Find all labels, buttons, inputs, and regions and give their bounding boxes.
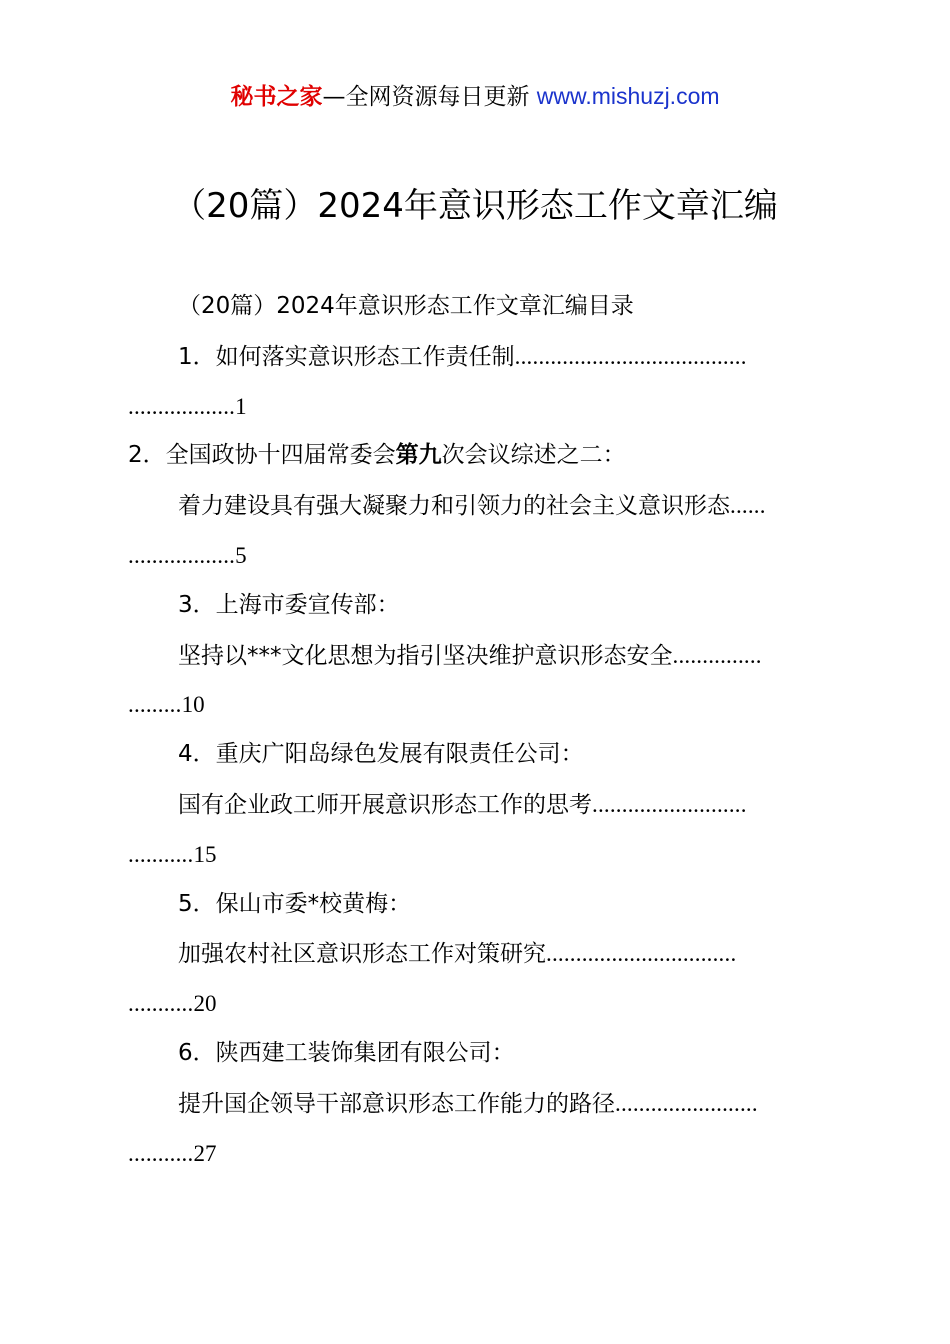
toc-item-4-title-line[interactable] [128, 780, 832, 830]
toc-item-3-title-line[interactable] [128, 631, 832, 681]
page-number: 1 [235, 393, 247, 419]
leader-dots: ........... [128, 1140, 194, 1166]
header-slogan: —全网资源每日更新 [322, 84, 530, 110]
toc-item-title: 加强农村社区意识形态工作对策研究 [178, 941, 546, 968]
toc-item-2-title-line[interactable] [128, 481, 832, 531]
toc-item-6-page-line[interactable] [128, 1129, 832, 1179]
toc-item-title: 着力建设具有强大凝聚力和引领力的社会主义意识形态 [178, 493, 730, 520]
toc-item-org: 4．重庆广阳岛绿色发展有限责任公司： [178, 741, 584, 768]
leader-dots: ........... [128, 841, 194, 867]
leader-dots: .................. [128, 542, 236, 568]
toc-item-org: 3．上海市委宣传部： [178, 591, 400, 618]
leader-dots: ........... [128, 991, 194, 1017]
toc-item-5-page-line[interactable] [128, 979, 832, 1029]
leader-dots: ............... [672, 642, 762, 668]
leader-dots: .......................... [592, 791, 747, 817]
toc-item-title: 1．如何落实意识形态工作责任制 [178, 343, 515, 370]
toc-item-4-page-line[interactable] [128, 830, 832, 880]
toc-item-4-org-line[interactable] [128, 730, 832, 780]
page-number: 15 [193, 841, 217, 867]
toc-item-title: 坚持以***文化思想为指引坚决维护意识形态安全 [178, 642, 673, 669]
leader-dots: ................................ [546, 941, 737, 967]
page-number: 5 [235, 542, 247, 568]
toc-item-2-page-line[interactable] [128, 531, 832, 581]
toc-item-org: 5．保山市委*校黄梅： [178, 890, 412, 917]
leader-dots: ....................................... [514, 343, 747, 369]
toc-item-title: 国有企业政工师开展意识形态工作的思考 [178, 791, 592, 818]
leader-dots: ......... [128, 692, 182, 718]
toc-item-1-title-line[interactable] [128, 332, 832, 382]
toc-item-3-page-line[interactable] [128, 680, 832, 730]
leader-dots: .................. [128, 393, 236, 419]
site-header [0, 80, 950, 113]
toc-heading: （20篇）2024年意识形态工作文章汇编目录 [178, 293, 634, 319]
page-number: 10 [181, 692, 205, 718]
toc-item-6-org-line[interactable] [128, 1029, 832, 1079]
toc-item-title: 提升国企领导干部意识形态工作能力的路径 [178, 1090, 615, 1117]
toc-item-org: 6．陕西建工装饰集团有限公司： [178, 1039, 515, 1066]
page-number: 20 [193, 991, 217, 1017]
toc-item-org-rest: 次会议综述之二： [441, 442, 626, 469]
leader-dots: ........................ [615, 1090, 758, 1116]
toc-item-6-title-line[interactable] [128, 1079, 832, 1129]
site-url[interactable]: www.mishuzj.com [536, 83, 720, 109]
toc-item-5-org-line[interactable] [128, 880, 832, 930]
toc-item-org-bold: 第九 [395, 442, 442, 469]
toc-item-5-title-line[interactable] [128, 929, 832, 979]
table-of-contents [128, 282, 832, 1178]
leader-dots: ...... [730, 493, 766, 519]
toc-item-2-org-line[interactable] [128, 431, 832, 481]
document-title: （20篇）2024年意识形态工作文章汇编 [172, 186, 778, 226]
brand-name: 秘书之家 [230, 84, 323, 110]
toc-item-org: 2．全国政协十四届常委会 [128, 442, 396, 469]
page-number: 27 [193, 1140, 217, 1166]
toc-item-1-page-line[interactable] [128, 382, 832, 432]
toc-item-3-org-line[interactable] [128, 581, 832, 631]
